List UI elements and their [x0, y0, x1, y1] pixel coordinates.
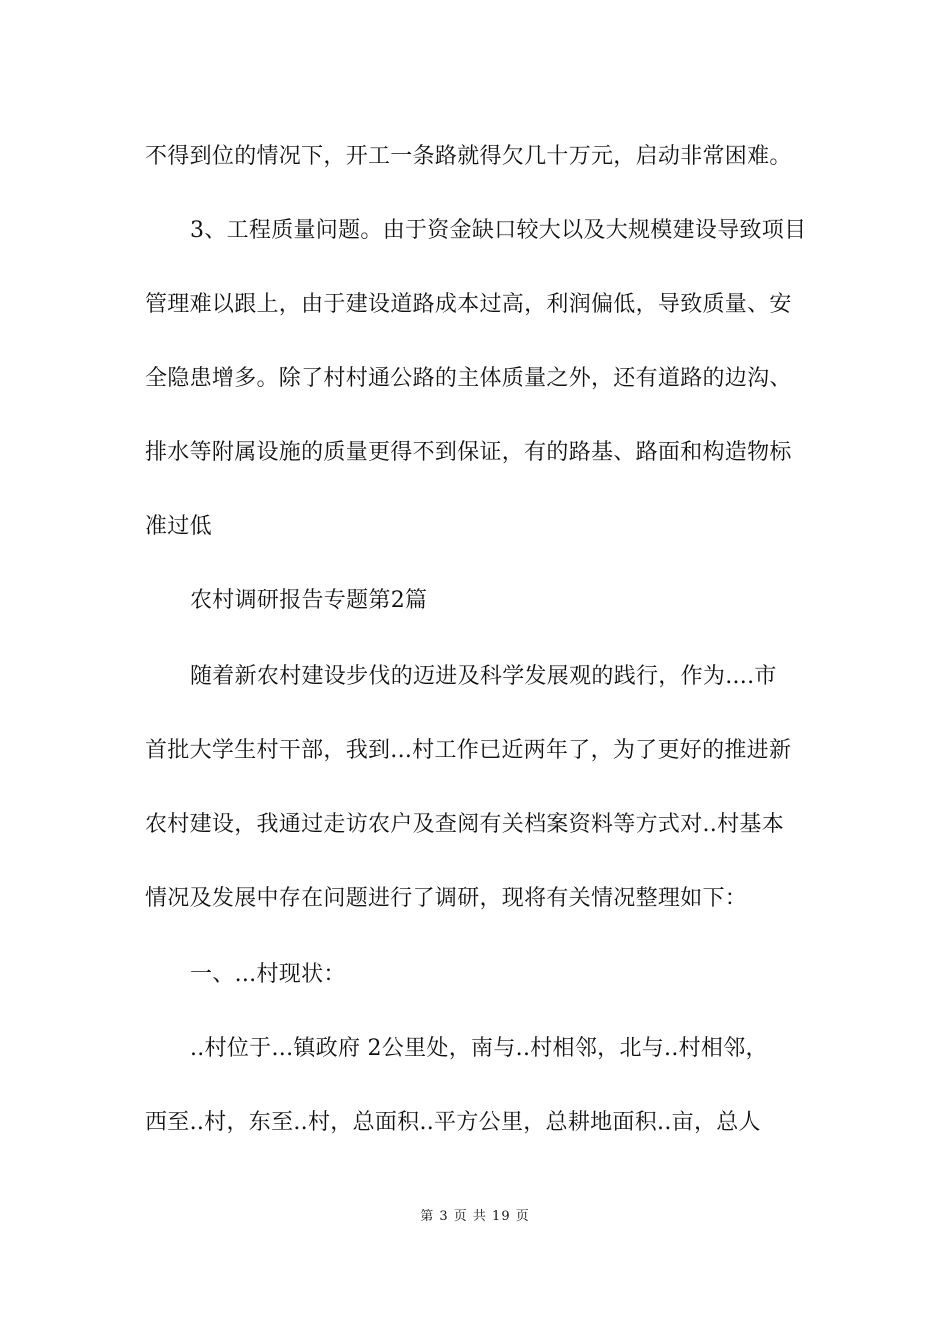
page-number-text: 第 3 页 共 19 页 [420, 1209, 530, 1224]
section-heading: 农村调研报告专题第2篇 [190, 588, 428, 613]
text-line-5: 排水等附属设施的质量更得不到保证，有的路基、路面和构造物标 [145, 440, 792, 465]
page-footer [0, 1208, 950, 1226]
text-line-6: 准过低 [145, 514, 212, 539]
text-line-4: 全隐患增多。除了村村通公路的主体质量之外，还有道路的边沟、 [145, 366, 792, 391]
text-line-14: 西至..村，东至..村，总面积..平方公里，总耕地面积..亩，总人 [145, 1110, 761, 1135]
text-line-8: 随着新农村建设步伐的迈进及科学发展观的践行，作为....市 [190, 664, 777, 689]
subsection-heading: 一、...村现状： [190, 962, 346, 987]
text-line-2: 3、工程质量问题。由于资金缺口较大以及大规模建设导致项目 [190, 218, 807, 243]
text-line-1: 不得到位的情况下，开工一条路就得欠几十万元，启动非常困难。 [145, 144, 792, 169]
text-line-10: 农村建设，我通过走访农户及查阅有关档案资料等方式对..村基本 [145, 812, 784, 837]
text-line-11: 情况及发展中存在问题进行了调研，现将有关情况整理如下： [145, 886, 748, 911]
text-line-3: 管理难以跟上，由于建设道路成本过高，利润偏低，导致质量、安 [145, 292, 792, 317]
text-line-9: 首批大学生村干部，我到...村工作已近两年了，为了更好的推进新 [145, 738, 792, 763]
text-line-13: ..村位于...镇政府 2公里处，南与..村相邻，北与..村相邻， [190, 1036, 768, 1061]
